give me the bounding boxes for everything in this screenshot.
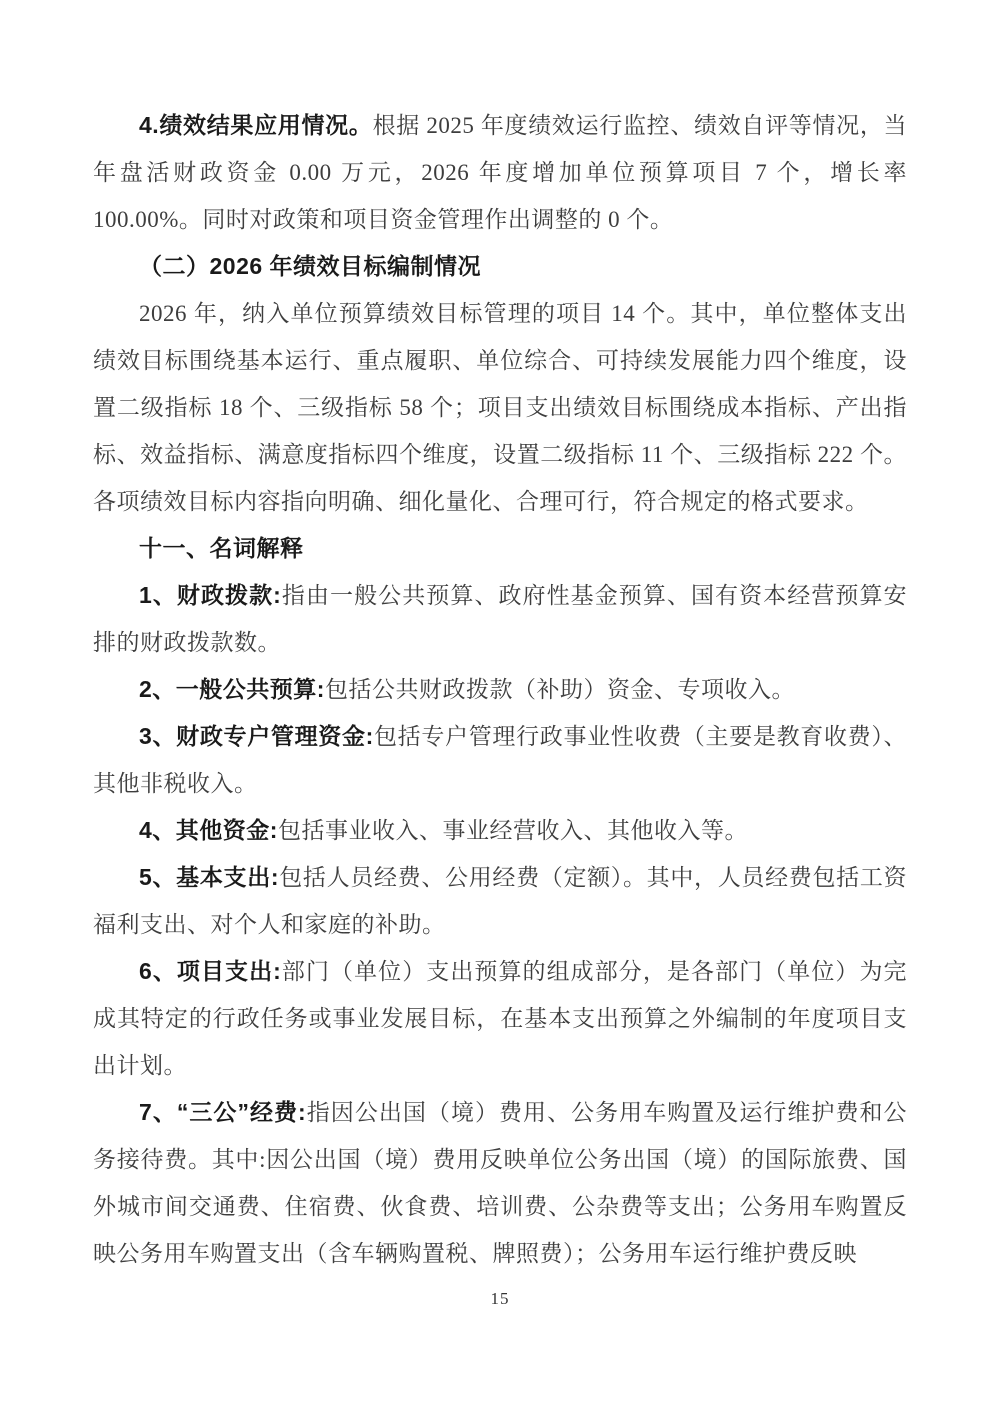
- paragraph-text: 根据 2025 年度绩效运行监控、绩效自评等情况，当年盘活财政资金 0.00 万元，2026 年度增加单位预算项目 7 个，增长率 100.00%。同时对政策和项目资金管理作出调整的 0 个。: [93, 113, 907, 232]
- paragraph-lead: 5、基本支出:: [139, 864, 280, 890]
- paragraph-term-three-public-expenses: [93, 1089, 907, 1277]
- paragraph-performance-result-application: [93, 102, 907, 243]
- paragraph-lead: 4、其他资金:: [139, 817, 278, 843]
- paragraph-text: 包括专户管理行政事业性收费（主要是教育收费）、其他非税收入。: [93, 724, 908, 796]
- paragraph-lead: 3、财政专户管理资金:: [139, 723, 374, 749]
- paragraph-text: 2026 年，纳入单位预算绩效目标管理的项目 14 个。其中，单位整体支出绩效目标围绕基本运行、重点履职、单位综合、可持续发展能力四个维度，设置二级指标 18 个、三级指标 58 个；项目支出绩效目标围绕成本指标、产出指标、效益指标、满意度指标四个维度，设置二级指标 11 个、三级指标 222 个。各项绩效目标内容指向明确、细化量化、合理可行，符合规定的格式要求。: [93, 301, 907, 514]
- heading-text: 十一、名词解释: [139, 535, 304, 561]
- paragraph-text: 包括公共财政拨款（补助）资金、专项收入。: [324, 677, 795, 702]
- paragraph-2026-performance-target-detail: [93, 290, 907, 525]
- heading-glossary: [93, 525, 907, 572]
- paragraph-text: 指因公出国（境）费用、公务用车购置及运行维护费和公务接待费。其中:因公出国（境）费用反映单位公务出国（境）的国际旅费、国外城市间交通费、住宿费、伙食费、培训费、公杂费等支出；公务用车购置反映公务用车购置支出（含车辆购置税、牌照费）；公务用车运行维护费反映: [93, 1100, 908, 1266]
- paragraph-term-basic-expenditure: [93, 854, 907, 948]
- paragraph-text: 包括人员经费、公用经费（定额）。其中，人员经费包括工资福利支出、对个人和家庭的补助。: [93, 865, 908, 937]
- paragraph-lead: 2、一般公共预算:: [139, 676, 325, 702]
- paragraph-term-general-public-budget: [93, 666, 907, 713]
- page-number: 15: [490, 1289, 510, 1308]
- paragraph-text: 部门（单位）支出预算的组成部分，是各部门（单位）为完成其特定的行政任务或事业发展目标，在基本支出预算之外编制的年度项目支出计划。: [93, 959, 908, 1078]
- document-body: [93, 102, 907, 1277]
- paragraph-lead: 4.绩效结果应用情况。: [139, 112, 373, 138]
- paragraph-term-fiscal-special-account-funds: [93, 713, 907, 807]
- paragraph-term-project-expenditure: [93, 948, 907, 1089]
- paragraph-term-fiscal-appropriation: [93, 572, 907, 666]
- paragraph-lead: 6、项目支出:: [139, 958, 282, 984]
- paragraph-lead: 7、“三公”经费:: [139, 1099, 307, 1125]
- paragraph-text: 包括事业收入、事业经营收入、其他收入等。: [277, 818, 748, 843]
- heading-text: （二）2026 年绩效目标编制情况: [139, 253, 482, 279]
- paragraph-lead: 1、财政拨款:: [139, 582, 282, 608]
- paragraph-term-other-funds: [93, 807, 907, 854]
- page-footer: [0, 1289, 1000, 1309]
- heading-2026-performance-target: [93, 243, 907, 290]
- paragraph-text: 指由一般公共预算、政府性基金预算、国有资本经营预算安排的财政拨款数。: [93, 583, 908, 655]
